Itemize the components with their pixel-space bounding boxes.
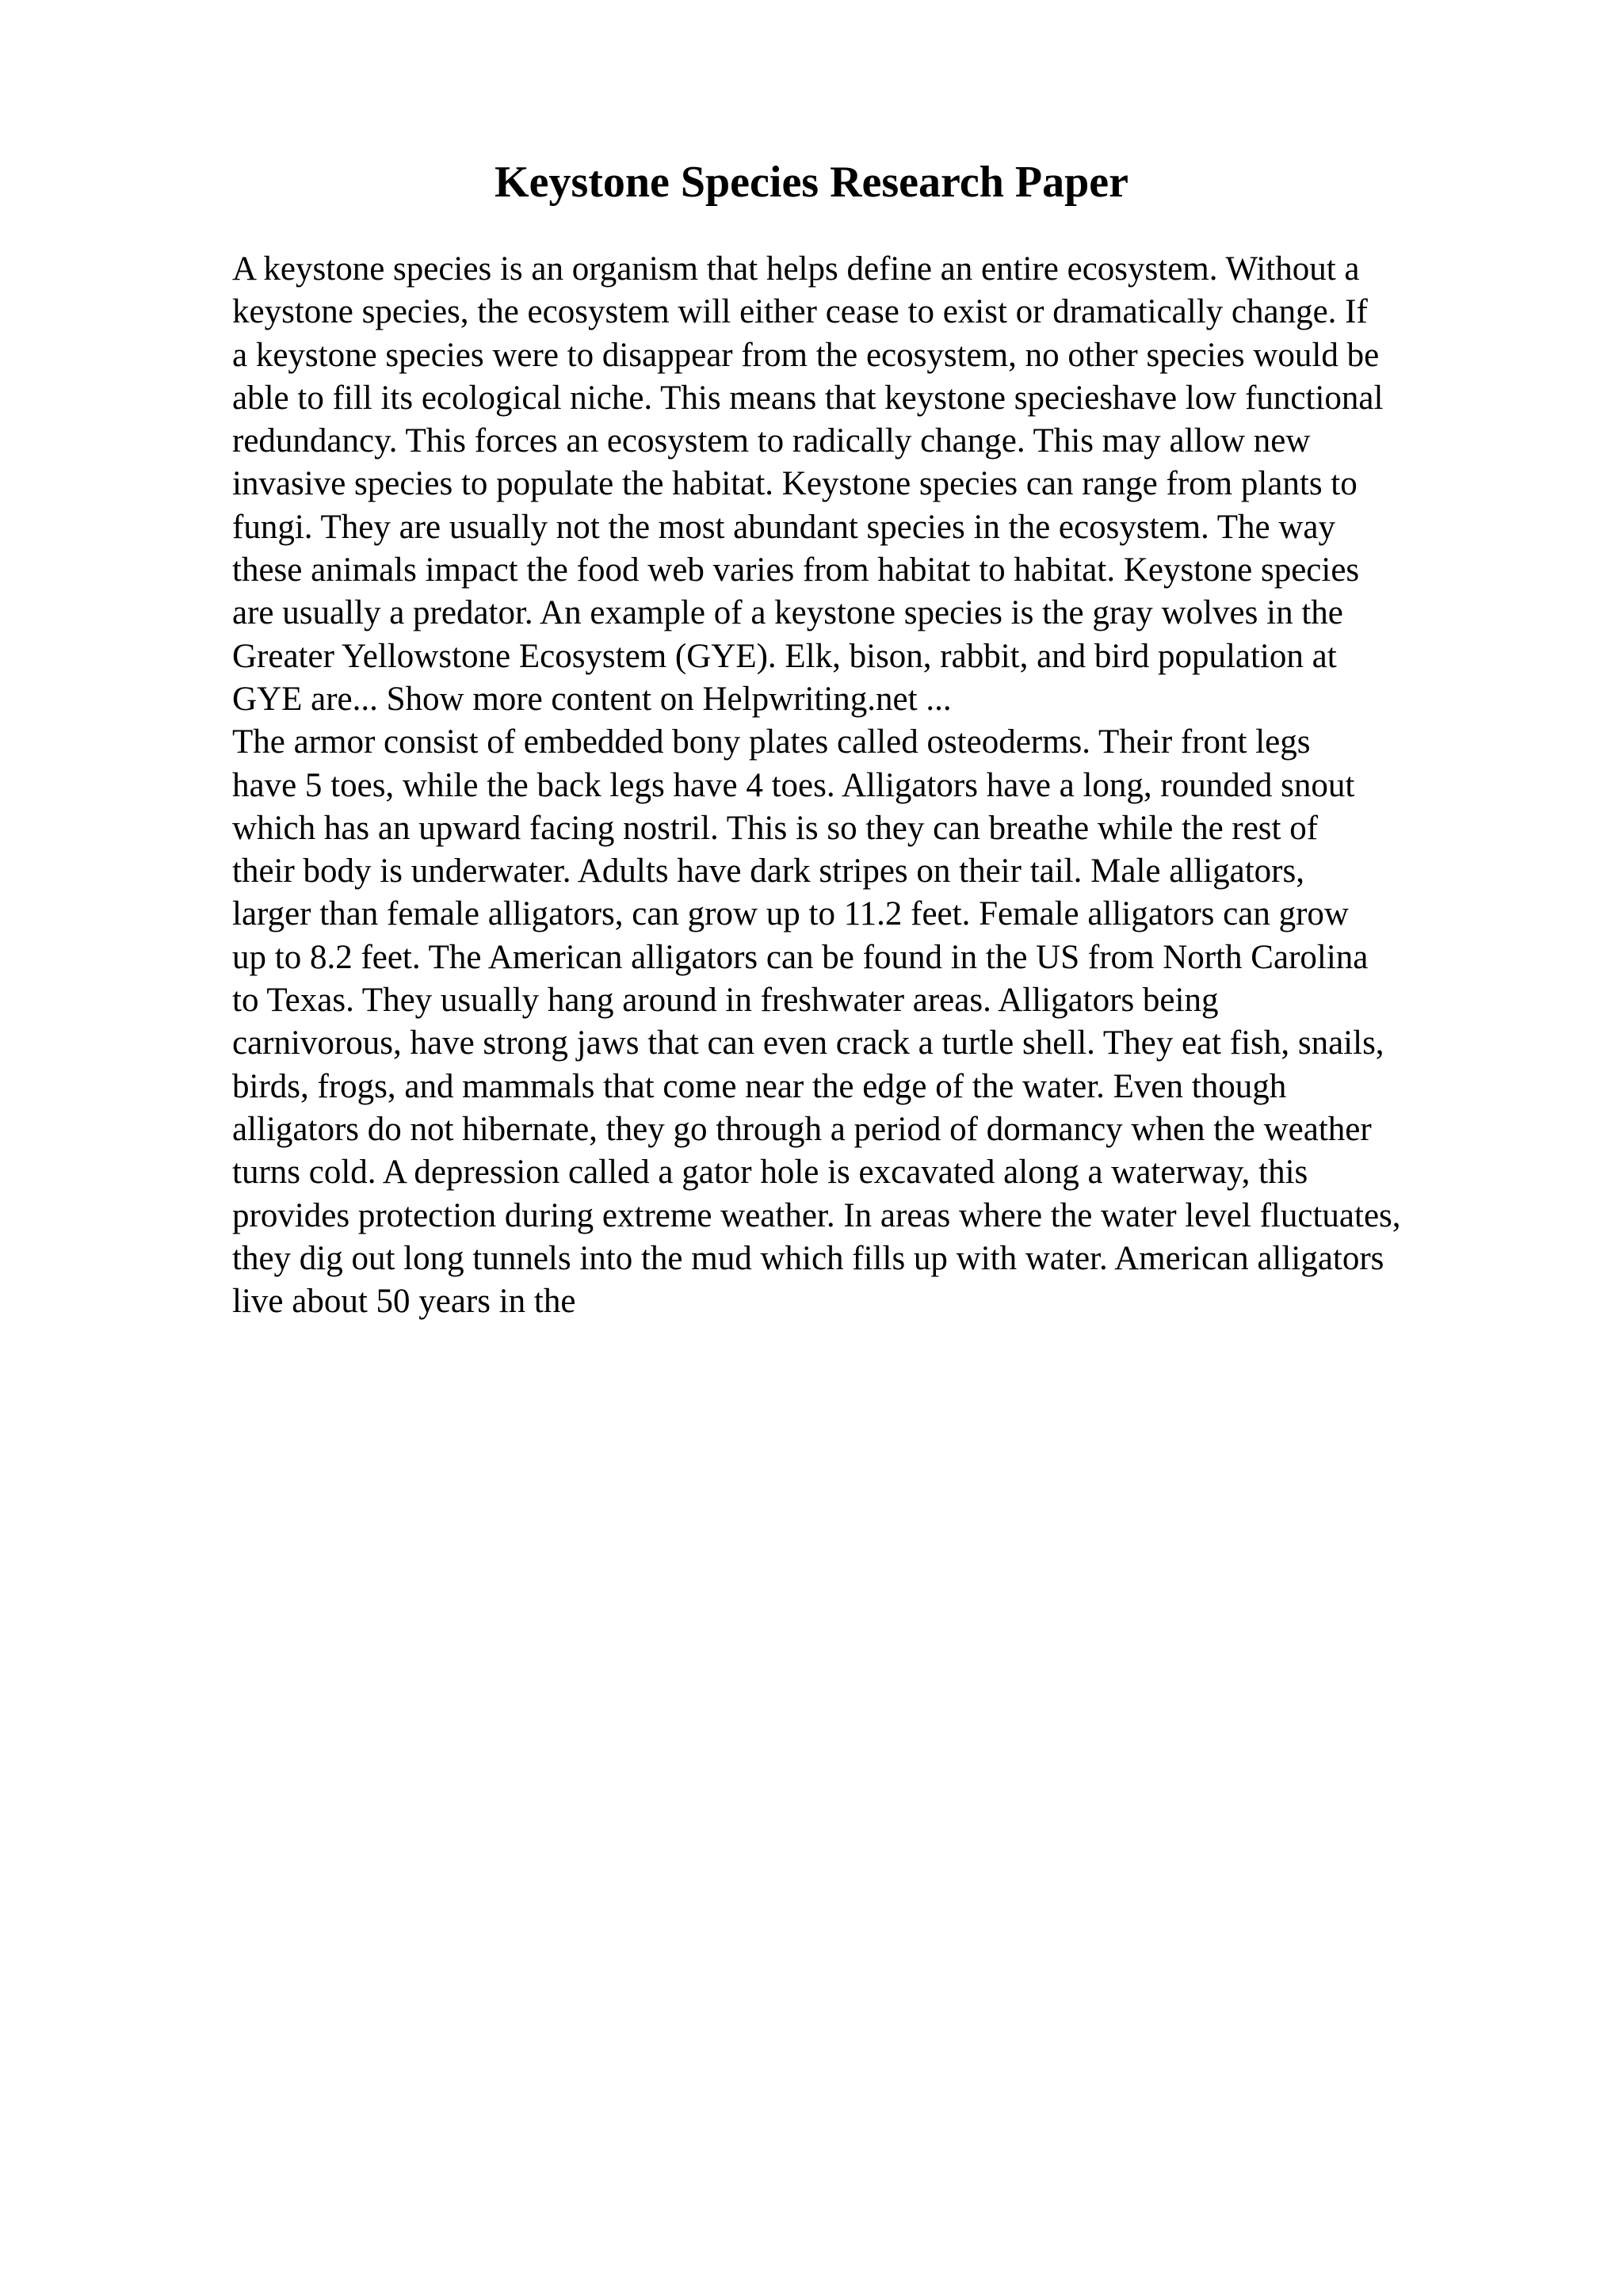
text-line: The armor consist of embedded bony plates called osteoderms. Their front legs bbox=[232, 723, 1311, 761]
text-line: carnivorous, have strong jaws that can even crack a turtle shell. They eat fish, snails, bbox=[232, 1024, 1384, 1062]
text-line: birds, frogs, and mammals that come near the edge of the water. Even though bbox=[232, 1067, 1287, 1105]
body-text bbox=[232, 248, 1564, 1323]
text-line: invasive species to populate the habitat. Keystone species can range from plants to bbox=[232, 465, 1358, 503]
text-line: a keystone species were to disappear from the ecosystem, no other species would be bbox=[232, 336, 1380, 374]
text-line: Greater Yellowstone Ecosystem (GYE). Elk, bison, rabbit, and bird population at bbox=[232, 637, 1337, 675]
text-line: alligators do not hibernate, they go through a period of dormancy when the weather bbox=[232, 1110, 1372, 1148]
text-line: redundancy. This forces an ecosystem to radically change. This may allow new bbox=[232, 422, 1311, 460]
text-line: their body is underwater. Adults have dark stripes on their tail. Male alligators, bbox=[232, 852, 1304, 891]
text-line: larger than female alligators, can grow up to 11.2 feet. Female alligators can grow bbox=[232, 895, 1349, 933]
text-line: they dig out long tunnels into the mud which fills up with water. American alligators bbox=[232, 1239, 1384, 1277]
text-line: A keystone species is an organism that helps define an entire ecosystem. Without a bbox=[232, 250, 1360, 288]
text-line: are usually a predator. An example of a keystone species is the gray wolves in the bbox=[232, 594, 1343, 632]
text-line: these animals impact the food web varies from habitat to habitat. Keystone species bbox=[232, 551, 1360, 589]
text-line: up to 8.2 feet. The American alligators can be found in the US from North Carolina bbox=[232, 938, 1369, 976]
text-line: to Texas. They usually hang around in freshwater areas. Alligators being bbox=[232, 982, 1219, 1020]
text-line: live about 50 years in the bbox=[232, 1283, 576, 1321]
text-line: have 5 toes, while the back legs have 4 toes. Alligators have a long, rounded snout bbox=[232, 766, 1355, 804]
page-title: Keystone Species Research Paper bbox=[495, 158, 1128, 207]
text-line: keystone species, the ecosystem will either cease to exist or dramatically change. If bbox=[232, 293, 1368, 331]
text-line: able to fill its ecological niche. This means that keystone specieshave low functional bbox=[232, 379, 1384, 417]
text-line: fungi. They are usually not the most abundant species in the ecosystem. The way bbox=[232, 508, 1335, 546]
text-line: provides protection during extreme weather. In areas where the water level fluctuates, bbox=[232, 1196, 1401, 1234]
text-line: turns cold. A depression called a gator hole is excavated along a waterway, this bbox=[232, 1154, 1308, 1192]
text-line: GYE are... Show more content on Helpwriting.net ... bbox=[232, 680, 952, 718]
text-line: which has an upward facing nostril. This is so they can breathe while the rest of bbox=[232, 809, 1319, 847]
